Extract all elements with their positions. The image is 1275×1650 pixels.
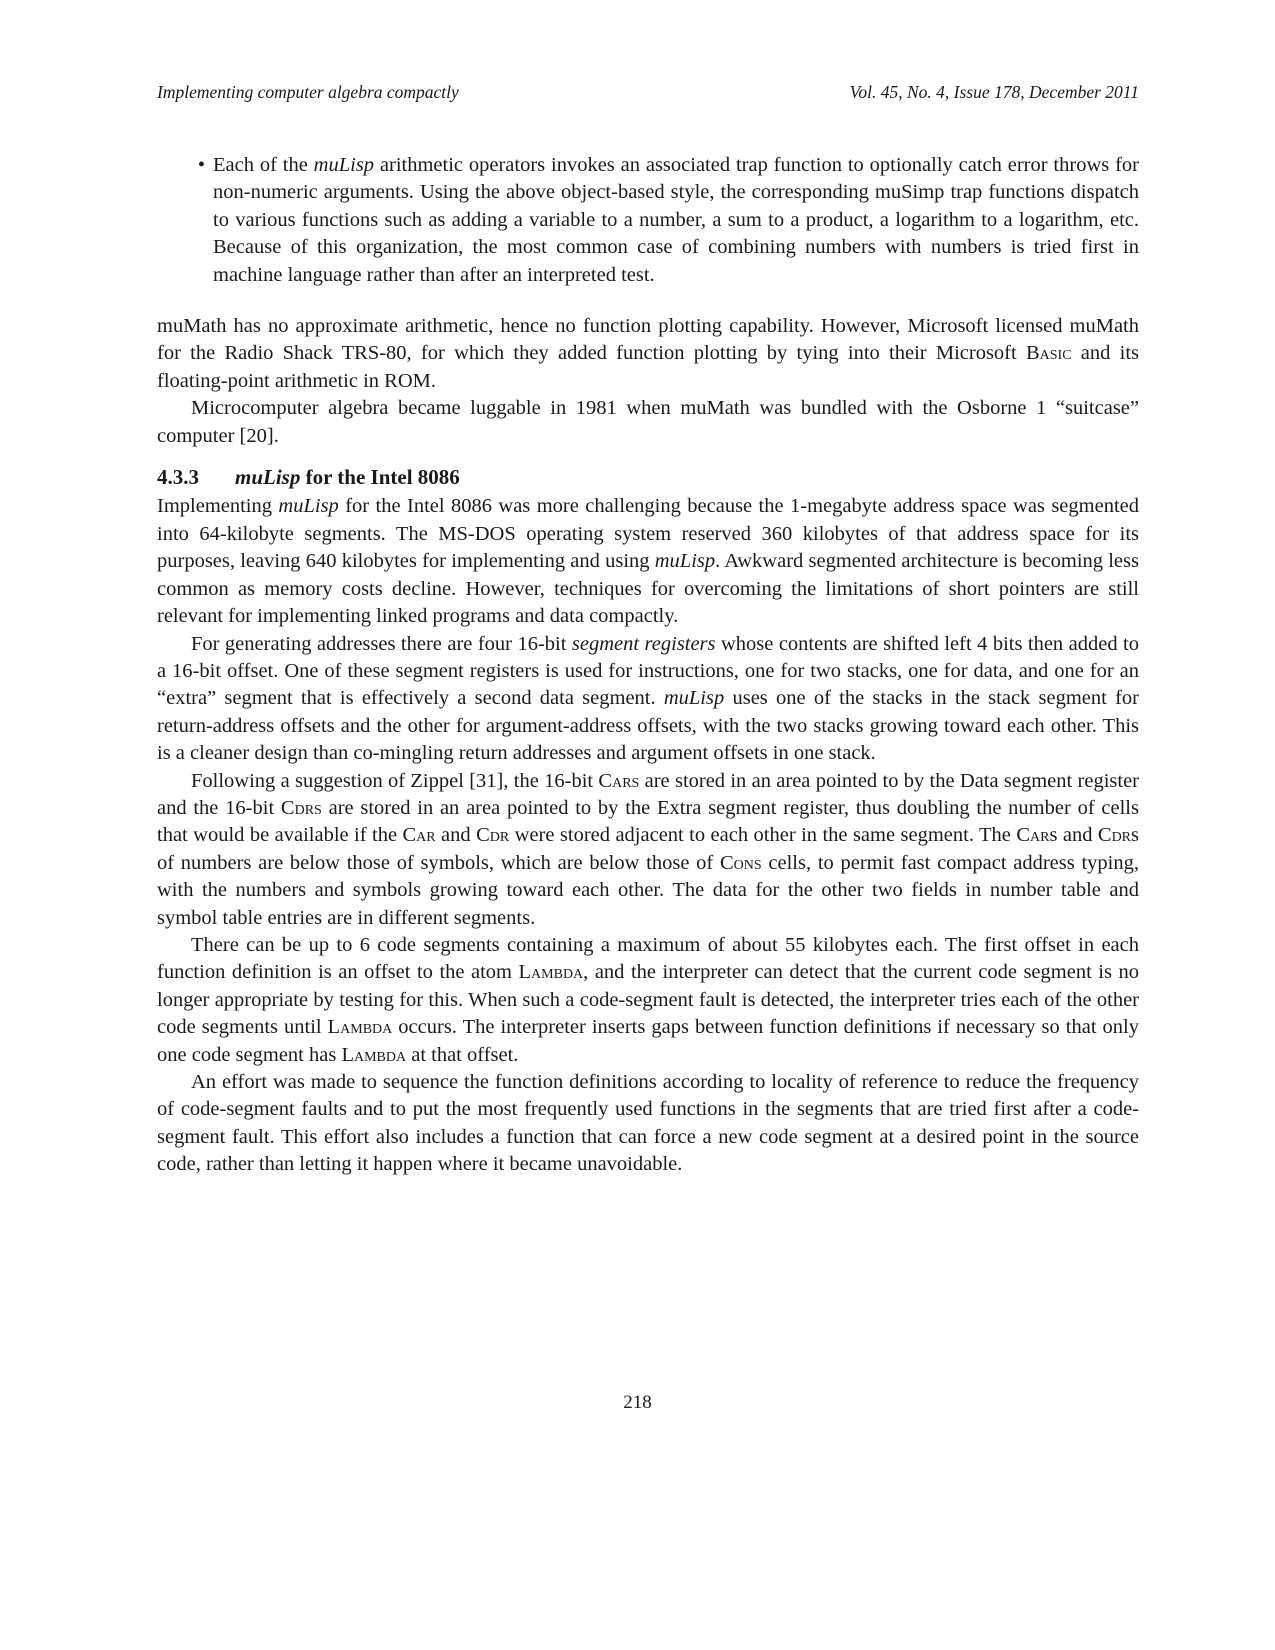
paragraph-segment-registers: [157, 631, 1139, 768]
text-span: s and: [1049, 824, 1098, 847]
small-caps: Cdr: [1097, 824, 1132, 847]
text-span: were stored adjacent to each other in the same segment. The: [509, 824, 1017, 847]
text-span: occurs. The interpreter inserts gaps between function definitions if necessary so that only one code segment has: [157, 1016, 1139, 1066]
text-span: whose contents are shifted left 4 bits then added to a 16-bit offset. One of these segment registers is used for instructions, one for two stacks, one for data, and one for an “extra” segment that is effectively a second data segment.: [157, 632, 1139, 710]
text-span: at that offset.: [406, 1043, 519, 1066]
small-caps: Cons: [719, 851, 762, 874]
small-caps: Car: [402, 824, 436, 847]
text-span: and: [435, 824, 477, 847]
section-title-em: muLisp: [235, 465, 301, 490]
small-caps: Basic: [1025, 342, 1072, 365]
emphasis: muLisp: [654, 550, 716, 573]
paragraph-mumath-plotting: [157, 313, 1139, 395]
small-caps: Cdrs: [280, 796, 322, 819]
text-span: Implementing: [157, 495, 279, 518]
text-span: Following a suggestion of Zippel [31], the 16-bit: [191, 769, 599, 792]
page-number: 218: [623, 1392, 652, 1413]
bullet-item: [157, 152, 1139, 289]
text-span: muMath has no approximate arithmetic, hence no function plotting capability. However, Microsoft licensed muMath for the Radio Shack TRS-80, for which they added function plotting by tying into their Microsoft: [157, 315, 1139, 365]
section-heading: [157, 464, 1139, 491]
emphasis: muLisp: [663, 687, 725, 710]
bullet-icon: •: [197, 154, 205, 176]
section-title: for the Intel 8086: [300, 465, 460, 490]
text-span: are stored in an area pointed to by the Data segment register and the 16-bit: [157, 769, 1139, 819]
text-span: are stored in an area pointed to by the Extra segment register, thus doubling the number of cells that would be available if the: [157, 796, 1139, 847]
paragraph-luggable: Microcomputer algebra became luggable in 1981 when muMath was bundled with the Osborne 1 “suitcase” computer [20].: [157, 397, 1139, 447]
header-title: Implementing computer algebra compactly: [157, 82, 459, 102]
text-span: . Awkward segmented architecture is becoming less common as memory costs decline. However, techniques for overcoming the limitations of short pointers are still relevant for implementing linked programs and data compactly.: [157, 550, 1139, 628]
text-span: , and the interpreter can detect that the current code segment is no longer appropriate by testing for this. When such a code-segment fault is detected, the interpreter tries each of the other code segments until: [157, 961, 1139, 1039]
paragraph-zippel: [157, 768, 1139, 932]
small-caps: Car: [1016, 824, 1050, 847]
text-span: There can be up to 6 code segments containing a maximum of about 55 kilobytes each. The first offset in each function definition is an offset to the atom: [157, 933, 1139, 984]
text-span: cells, to permit fast compact address typing, with the numbers and symbols growing toward each other. The data for the other two fields in number table and symbol table entries are in different segments.: [157, 851, 1139, 929]
paragraph-8086: [157, 493, 1139, 630]
header-issue: Vol. 45, No. 4, Issue 178, December 2011: [849, 82, 1139, 102]
text-span: Each of the: [213, 154, 314, 176]
running-header: [157, 82, 1139, 103]
text-span: For generating addresses there are four 16-bit: [191, 632, 572, 655]
small-caps: Lambda: [518, 961, 584, 984]
text-span: arithmetic operators invokes an associated trap function to optionally catch error throws for non-numeric arguments. Using the above object-based style, the corresponding muSimp trap functions dispatch to various functions such as adding a variable to a number, a sum to a product, a logarithm to a logarithm, etc. Because of this organization, the most common case of combining numbers with numbers is tried first in machine language rather than after an interpreted test.: [213, 154, 1139, 286]
text-span: and its floating-point arithmetic in ROM.: [157, 342, 1140, 392]
small-caps: Lambda: [327, 1016, 393, 1039]
text-span: for the Intel 8086 was more challenging because the 1-megabyte address space was segmented into 64-kilobyte segments. The MS-DOS operating system reserved 360 kilobytes of that address space for its purposes, leaving 640 kilobytes for implementing and using: [157, 495, 1139, 573]
small-caps: Cdr: [476, 824, 510, 847]
section-number: 4.3.3: [157, 465, 199, 490]
text-span: s of numbers are below those of symbols, which are below those of: [157, 824, 1139, 874]
small-caps: Lambda: [341, 1043, 407, 1066]
emphasis: muLisp: [313, 154, 375, 176]
text-span: uses one of the stacks in the stack segment for return-address offsets and the other for argument-address offsets, with the two stacks growing toward each other. This is a cleaner design than co-mingling return addresses and argument offsets in one stack.: [157, 687, 1139, 765]
page-body: [157, 152, 1139, 1179]
emphasis: segment registers: [571, 632, 716, 655]
bullet-text: [213, 152, 1139, 289]
emphasis: muLisp: [278, 495, 339, 518]
paragraph-locality: An effort was made to sequence the function definitions according to locality of reference to reduce the frequency of code-segment faults and to put the most frequently used functions in the segments that are tried first after a code-segment fault. This effort also includes a function that can force a new code segment at a desired point in the source code, rather than letting it happen where it became unavoidable.: [157, 1071, 1139, 1176]
paragraph-code-segments: [157, 932, 1139, 1069]
small-caps: Cars: [598, 769, 640, 792]
